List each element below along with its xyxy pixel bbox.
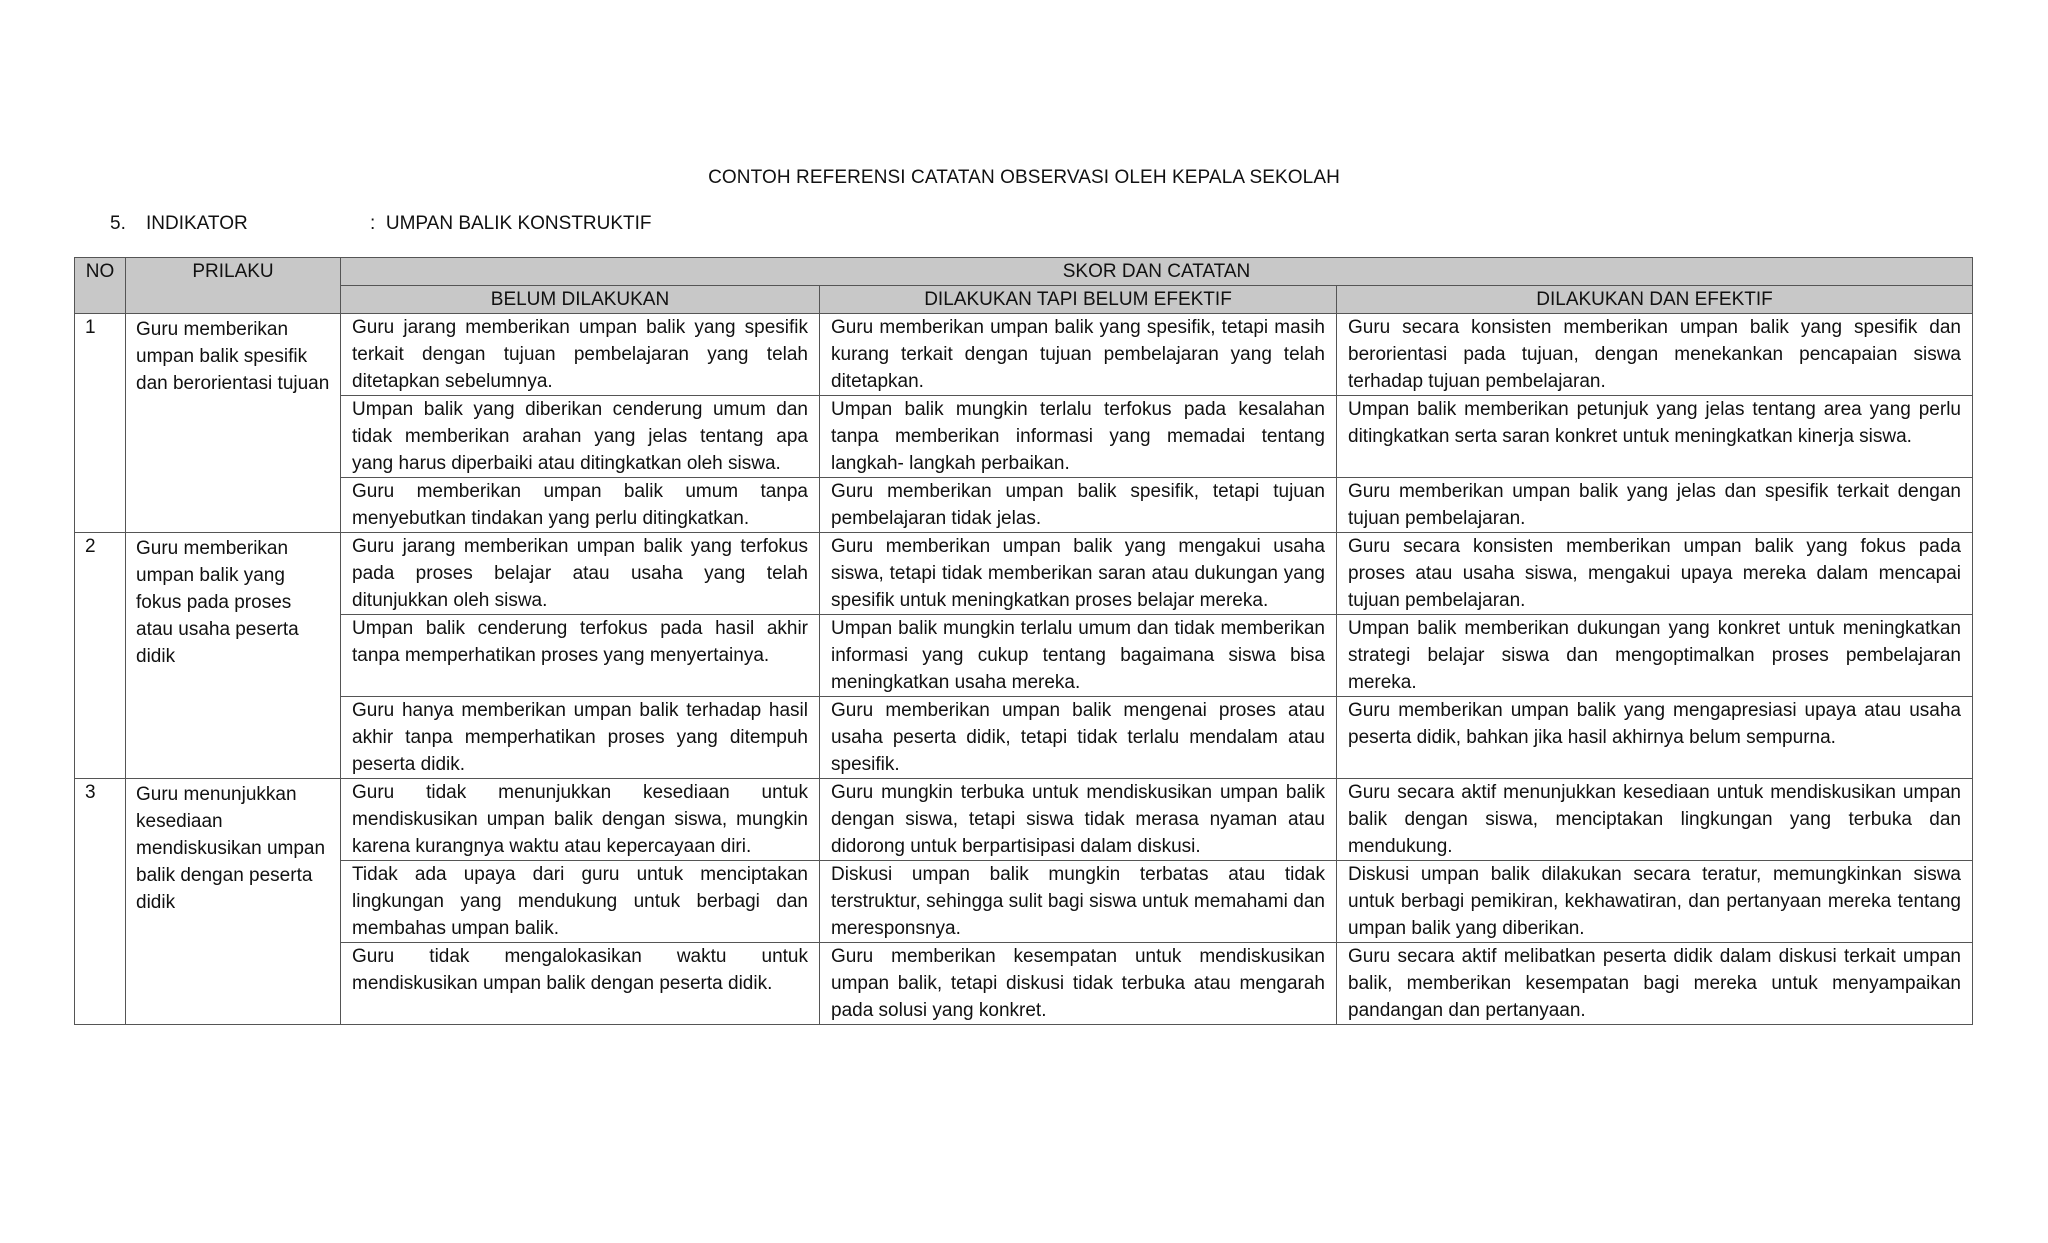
header-score-group: SKOR DAN CATATAN: [341, 258, 1973, 286]
table-row: [75, 615, 1973, 697]
not-done-note: Tidak ada upaya dari guru untuk menciptakan lingkungan yang mendukung untuk berbagi dan membahas umpan balik.: [341, 861, 820, 943]
effective-note: Guru secara aktif melibatkan peserta didik dalam diskusi terkait umpan balik, memberikan kesempatan bagi mereka untuk menyampaikan pandangan dan pertanyaan.: [1337, 943, 1973, 1025]
indicator-line: [110, 213, 652, 235]
table-row: [75, 943, 1973, 1025]
effective-note: Guru secara konsisten memberikan umpan balik yang fokus pada proses atau usaha siswa, mengakui upaya mereka dalam mencapai tujuan pembelajaran.: [1337, 533, 1973, 615]
header-no: NO: [75, 258, 126, 314]
behavior-cell: Guru memberikan umpan balik yang fokus pada proses atau usaha peserta didik: [126, 533, 341, 779]
indicator-number: 5.: [110, 213, 126, 234]
behavior-cell: Guru memberikan umpan balik spesifik dan berorientasi tujuan: [126, 314, 341, 533]
document-title: CONTOH REFERENSI CATATAN OBSERVASI OLEH KEPALA SEKOLAH: [708, 167, 1340, 188]
effective-note: Guru memberikan umpan balik yang mengapresiasi upaya atau usaha peserta didik, bahkan jika hasil akhirnya belum sempurna.: [1337, 697, 1973, 779]
effective-note: Diskusi umpan balik dilakukan secara teratur, memungkinkan siswa untuk berbagi pemikiran, kekhawatiran, dan pertanyaan mereka tentang umpan balik yang diberikan.: [1337, 861, 1973, 943]
not-effective-note: Guru memberikan umpan balik spesifik, tetapi tujuan pembelajaran tidak jelas.: [820, 478, 1337, 533]
header-done-effective: DILAKUKAN DAN EFEKTIF: [1337, 286, 1973, 314]
table-row: [75, 697, 1973, 779]
not-effective-note: Guru memberikan kesempatan untuk mendiskusikan umpan balik, tetapi diskusi tidak terbuka atau mengarah pada solusi yang konkret.: [820, 943, 1337, 1025]
header-not-done: BELUM DILAKUKAN: [341, 286, 820, 314]
table-row: [75, 861, 1973, 943]
row-number: 2: [75, 533, 126, 779]
row-number: 1: [75, 314, 126, 533]
header-done-not-effective: DILAKUKAN TAPI BELUM EFEKTIF: [820, 286, 1337, 314]
row-number: 3: [75, 779, 126, 1025]
not-effective-note: Guru memberikan umpan balik yang mengakui usaha siswa, tetapi tidak memberikan saran atau dukungan yang spesifik untuk meningkatkan proses belajar mereka.: [820, 533, 1337, 615]
indicator-separator: :: [370, 213, 376, 234]
not-done-note: Guru jarang memberikan umpan balik yang terfokus pada proses belajar atau usaha yang telah ditunjukkan oleh siswa.: [341, 533, 820, 615]
observation-table: [74, 257, 1973, 1025]
not-done-note: Guru tidak menunjukkan kesediaan untuk mendiskusikan umpan balik dengan siswa, mungkin karena kurangnya waktu atau kepercayaan diri.: [341, 779, 820, 861]
not-effective-note: Umpan balik mungkin terlalu terfokus pada kesalahan tanpa memberikan informasi yang memadai tentang langkah- langkah perbaikan.: [820, 396, 1337, 478]
not-effective-note: Guru mungkin terbuka untuk mendiskusikan umpan balik dengan siswa, tetapi siswa tidak merasa nyaman atau didorong untuk berpartisipasi dalam diskusi.: [820, 779, 1337, 861]
indicator-value: UMPAN BALIK KONSTRUKTIF: [385, 213, 652, 234]
table-row: [75, 396, 1973, 478]
not-done-note: Guru jarang memberikan umpan balik yang spesifik terkait dengan tujuan pembelajaran yang telah ditetapkan sebelumnya.: [341, 314, 820, 396]
header-behavior: PRILAKU: [126, 258, 341, 314]
effective-note: Guru secara konsisten memberikan umpan balik yang spesifik dan berorientasi pada tujuan, dengan menekankan pencapaian siswa terhadap tujuan pembelajaran.: [1337, 314, 1973, 396]
not-done-note: Guru tidak mengalokasikan waktu untuk mendiskusikan umpan balik dengan peserta didik.: [341, 943, 820, 1025]
table-row: [75, 314, 1973, 396]
indicator-label: INDIKATOR: [146, 213, 248, 234]
table-body: [75, 314, 1973, 1025]
not-effective-note: Guru memberikan umpan balik mengenai proses atau usaha peserta didik, tetapi tidak terlalu mendalam atau spesifik.: [820, 697, 1337, 779]
not-done-note: Guru memberikan umpan balik umum tanpa menyebutkan tindakan yang perlu ditingkatkan.: [341, 478, 820, 533]
not-effective-note: Umpan balik mungkin terlalu umum dan tidak memberikan informasi yang cukup tentang bagaimana siswa bisa meningkatkan usaha mereka.: [820, 615, 1337, 697]
table-row: [75, 533, 1973, 615]
effective-note: Guru memberikan umpan balik yang jelas dan spesifik terkait dengan tujuan pembelajaran.: [1337, 478, 1973, 533]
not-effective-note: Diskusi umpan balik mungkin terbatas atau tidak terstruktur, sehingga sulit bagi siswa untuk memahami dan meresponsnya.: [820, 861, 1337, 943]
effective-note: Guru secara aktif menunjukkan kesediaan untuk mendiskusikan umpan balik dengan siswa, menciptakan lingkungan yang terbuka dan mendukung.: [1337, 779, 1973, 861]
not-done-note: Guru hanya memberikan umpan balik terhadap hasil akhir tanpa memperhatikan proses yang ditempuh peserta didik.: [341, 697, 820, 779]
table-row: [75, 779, 1973, 861]
not-done-note: Umpan balik yang diberikan cenderung umum dan tidak memberikan arahan yang jelas tentang apa yang harus diperbaiki atau ditingkatkan oleh siswa.: [341, 396, 820, 478]
effective-note: Umpan balik memberikan petunjuk yang jelas tentang area yang perlu ditingkatkan serta saran konkret untuk meningkatkan kinerja siswa.: [1337, 396, 1973, 478]
effective-note: Umpan balik memberikan dukungan yang konkret untuk meningkatkan strategi belajar siswa dan mengoptimalkan proses pembelajaran mereka.: [1337, 615, 1973, 697]
behavior-cell: Guru menunjukkan kesediaan mendiskusikan umpan balik dengan peserta didik: [126, 779, 341, 1025]
table-row: [75, 478, 1973, 533]
not-done-note: Umpan balik cenderung terfokus pada hasil akhir tanpa memperhatikan proses yang menyertainya.: [341, 615, 820, 697]
not-effective-note: Guru memberikan umpan balik yang spesifik, tetapi masih kurang terkait dengan tujuan pembelajaran yang telah ditetapkan.: [820, 314, 1337, 396]
